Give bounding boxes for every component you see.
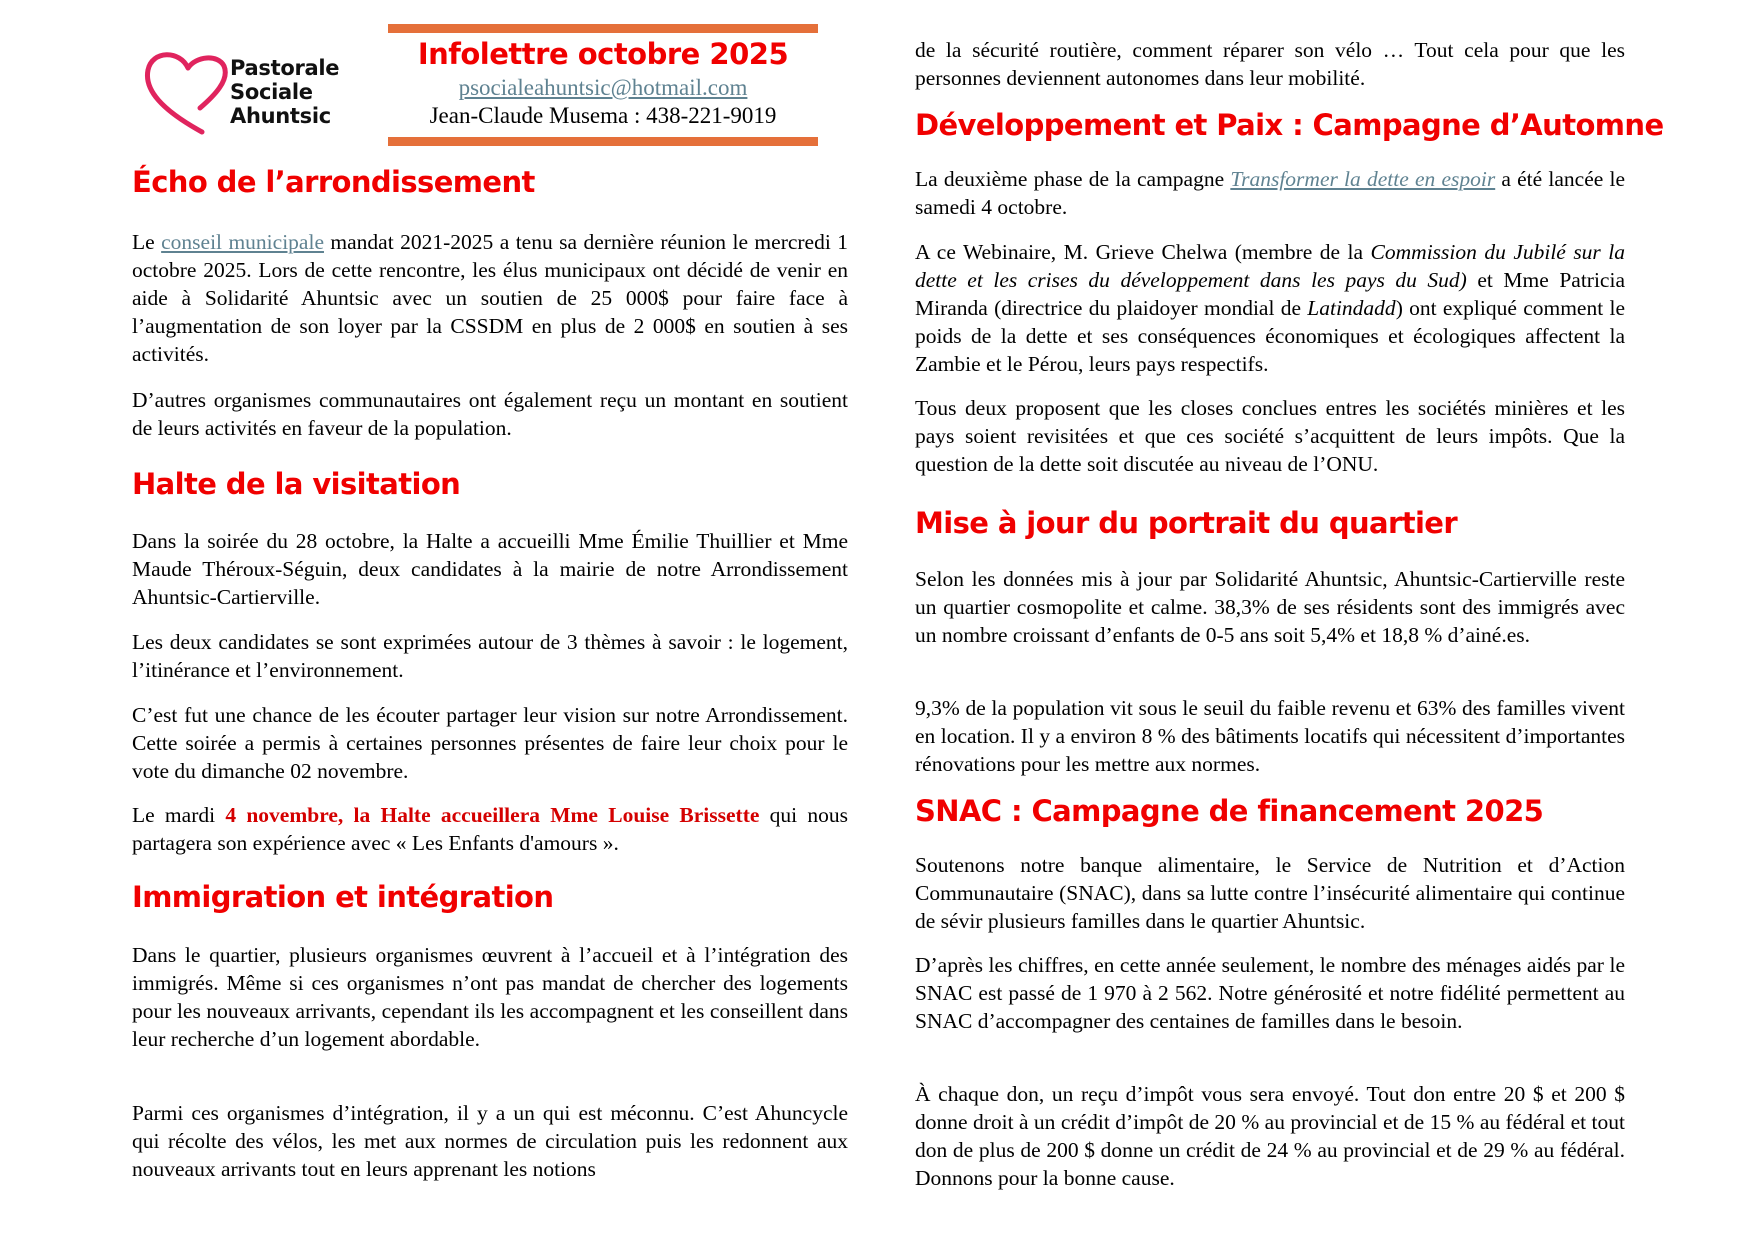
paragraph-portrait-2: 9,3% de la population vit sous le seuil du faible revenu et 63% des familles vivent en location. Il y a environ 8 % des bâtiments locatifs qui nécessitent d’importantes rénovations pour les mettre aux normes. xyxy=(915,696,1625,776)
paragraph-dp-1 xyxy=(915,165,1625,221)
paragraph-immigration-2: Parmi ces organismes d’intégration, il y a un qui est méconnu. C’est Ahuncycle qui récolte des vélos, les met aux normes de circulation puis les redonnent aux nouveaux arrivants tout en leurs apprenant les notions xyxy=(132,1101,848,1181)
text: Le mardi xyxy=(132,803,226,827)
logo-line-1: Pastorale xyxy=(230,56,340,80)
text: qui nous partagera son expérience avec « Les Enfants d'amours ». xyxy=(132,803,848,855)
paragraph-portrait-1: Selon les données mis à jour par Solidarité Ahuntsic, Ahuntsic-Cartierville reste un quartier cosmopolite et calme. 38,3% de ses résidents sont des immigrés avec un nombre croissant d’enfants de 0-5 ans soit 5,4% et 18,8 % d’ainé.es. xyxy=(915,567,1625,647)
paragraph-dp-2 xyxy=(915,238,1625,378)
paragraph-halte-1: Dans la soirée du 28 octobre, la Halte a accueilli Mme Émilie Thuillier et Mme Maude Théroux-Séguin, deux candidates à la mairie de notre Arrondissement Ahuntsic-Cartierville. xyxy=(132,529,848,609)
text: La deuxième phase de la campagne xyxy=(915,167,1231,191)
newsletter-title: Infolettre octobre 2025 xyxy=(417,37,789,71)
text: et Mme Patricia Miranda (directrice du plaidoyer mondial de xyxy=(915,268,1625,320)
email-link[interactable]: psocialeahuntsic@hotmail.com xyxy=(458,75,748,100)
paragraph-snac-3: À chaque don, un reçu d’impôt vous sera envoyé. Tout don entre 20 $ et 200 $ donne droit à un crédit d’impôt de 20 % au provincial et de 15 % au fédéral et tout don de plus de 200 $ donne un crédit de 24 % au provincial et de 29 % au fédéral. Donnons pour la bonne cause. xyxy=(915,1082,1625,1190)
paragraph-dp-3: Tous deux proposent que les closes conclues entres les sociétés minières et les pays soient revisitées et que ces société s’acquittent de leurs impôts. Que la question de la dette soit discutée au niveau de l’ONU. xyxy=(915,396,1625,476)
paragraph-echo-2: D’autres organismes communautaires ont également reçu un montant en soutient de leurs activités en faveur de la population. xyxy=(132,388,848,440)
paragraph-immigration-1: Dans le quartier, plusieurs organismes œuvrent à l’accueil et à l’intégration des immigrés. Même si ces organismes n’ont pas mandat de chercher des logements pour les nouveaux arrivants, cependant ils les accompagnent et les conseillent dans leur recherche d’un logement abordable. xyxy=(132,943,848,1051)
text: Le xyxy=(132,230,162,254)
section-heading-snac: SNAC : Campagne de financement 2025 xyxy=(915,794,1544,828)
section-heading-developpement-paix: Développement et Paix : Campagne d’Automne xyxy=(915,108,1664,142)
newsletter-banner xyxy=(388,24,818,146)
campaign-link[interactable]: Transformer la dette en espoir xyxy=(1230,167,1496,191)
section-heading-portrait: Mise à jour du portrait du quartier xyxy=(915,506,1458,540)
paragraph-echo-1 xyxy=(132,228,848,368)
logo-text xyxy=(230,56,339,128)
banner-bottom-bar xyxy=(388,137,818,146)
logo-line-2: Sociale xyxy=(230,80,313,104)
logo-line-3: Ahuntsic xyxy=(230,104,331,128)
heart-icon xyxy=(140,48,230,136)
paragraph-continuation: de la sécurité routière, comment réparer son vélo … Tout cela pour que les personnes deviennent autonomes dans leur mobilité. xyxy=(915,38,1625,90)
contact-line: Jean-Claude Musema : 438-221-9019 xyxy=(429,103,777,128)
paragraph-halte-4 xyxy=(132,801,848,857)
text: ) ont expliqué comment le poids de la dette et ses conséquences économiques et écologiques affectent la Zambie et le Pérou, leurs pays respectifs. xyxy=(915,296,1625,376)
section-heading-echo: Écho de l’arrondissement xyxy=(132,165,535,199)
italic-text: Commission du Jubilé sur la dette et les crises du développement dans les pays du Sud) xyxy=(915,240,1625,292)
section-heading-halte: Halte de la visitation xyxy=(132,467,461,501)
italic-text: Latindadd xyxy=(1307,296,1396,320)
logo xyxy=(140,48,350,136)
paragraph-snac-2: D’après les chiffres, en cette année seulement, le nombre des ménages aidés par le SNAC est passé de 1 970 à 2 562. Notre générosité et notre fidélité permettent au SNAC d’accompagner des centaines de familles dans le besoin. xyxy=(915,953,1625,1033)
text: a été lancée le samedi 4 octobre. xyxy=(915,167,1625,219)
paragraph-halte-3: C’est fut une chance de les écouter partager leur vision sur notre Arrondissement. Cette soirée a permis à certaines personnes présentes de faire leur choix pour le vote du dimanche 02 novembre. xyxy=(132,703,848,783)
text: A ce Webinaire, M. Grieve Chelwa (membre de la xyxy=(915,240,1371,264)
conseil-municipale-link[interactable]: conseil municipale xyxy=(161,230,324,254)
paragraph-snac-1: Soutenons notre banque alimentaire, le Service de Nutrition et d’Action Communautaire (SNAC), dans sa lutte contre l’insécurité alimentaire qui continue de sévir plusieurs familles dans le quartier Ahuntsic. xyxy=(915,853,1625,933)
text: mandat 2021-2025 a tenu sa dernière réunion le mercredi 1 octobre 2025. Lors de cette rencontre, les élus municipaux ont décidé de venir en aide à Solidarité Ahuntsic avec un soutien de 25 000$ pour faire face à l’augmentation de son loyer par la CSSDM en plus de 2 000$ en soutien à ses activités. xyxy=(132,230,849,366)
banner-top-bar xyxy=(388,24,818,33)
paragraph-halte-2: Les deux candidates se sont exprimées autour de 3 thèmes à savoir : le logement, l’itinérance et l’environnement. xyxy=(132,630,848,682)
event-highlight: 4 novembre, la Halte accueillera Mme Louise Brissette xyxy=(225,803,760,827)
section-heading-immigration: Immigration et intégration xyxy=(132,880,554,914)
